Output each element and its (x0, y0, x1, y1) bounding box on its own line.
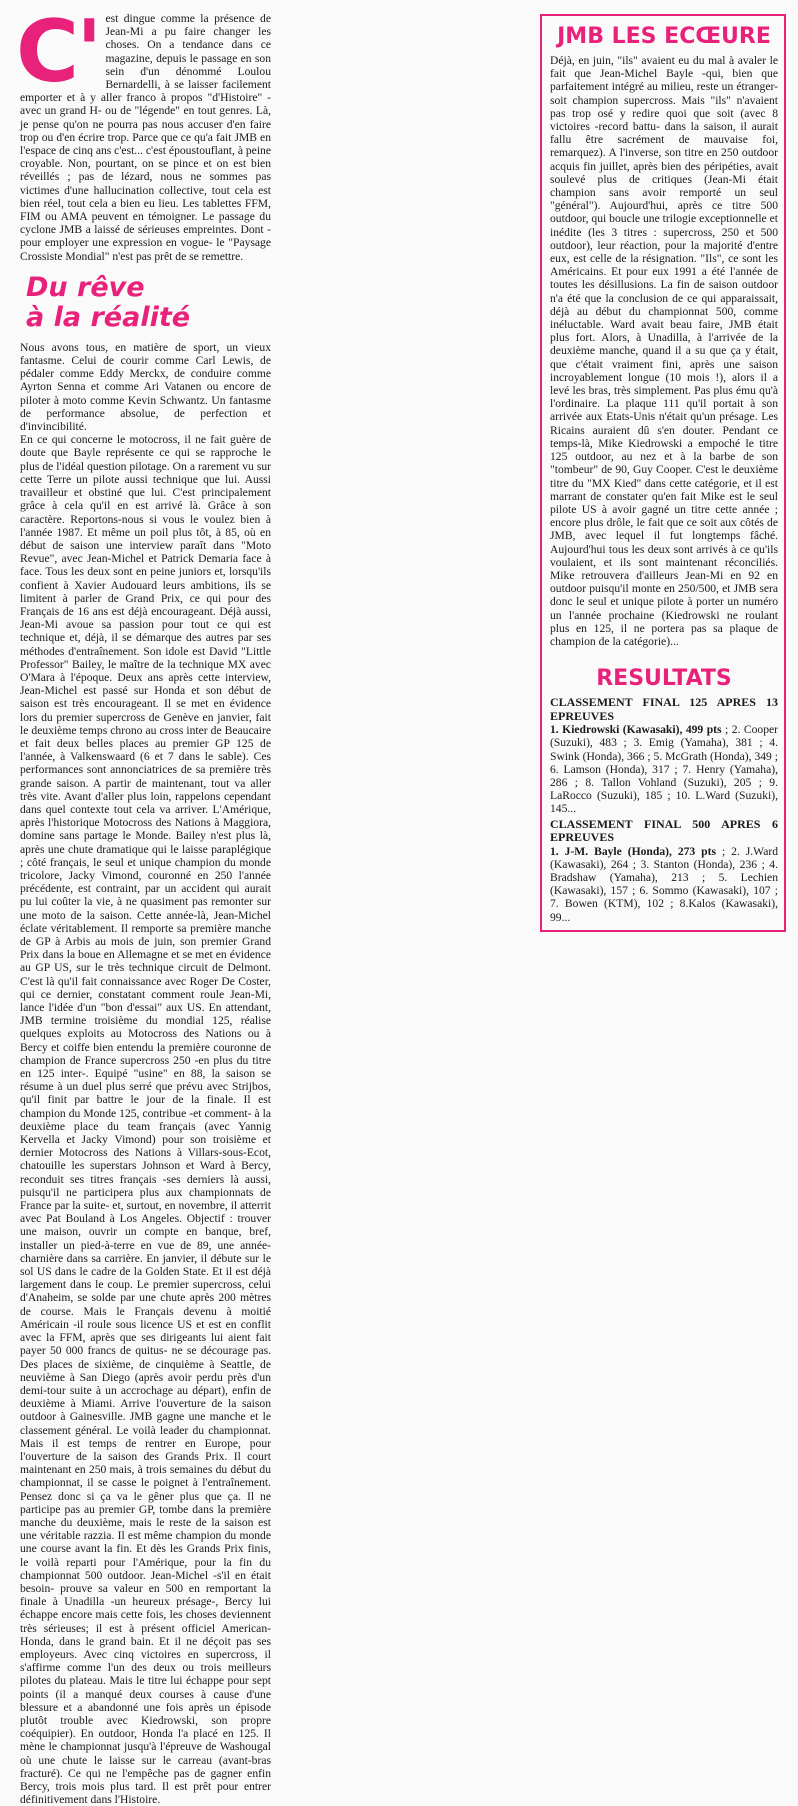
body-paragraph-2: En ce qui concerne le motocross, il ne fait guère de doute que Bayle représente ce qui se rapproche le plus de l'idéal question pilotage. On a rarement vu sur cette Terre un pilote aussi technique que lui. Aussi travailleur et obstiné que lui. C'est principalement grâce à cela qu'il en est arrivé là. Grâce à son caractère. Reportons-nous si vous le voulez bien à l'année 1987. Et même un poil plus tôt, à 85, où en début de saison une interview paraît dans "Moto Revue", avec Jean-Michel et Patrick Demaria face à face. Tous les deux sont en peine juniors et, lorsqu'ils confient à Xavier Audouard leurs ambitions, ils se limitent à parler de Grand Prix, ce qui pour des Français de 16 ans est déjà encourageant. Déjà aussi, Jean-Mi avoue sa passion pour tout ce qui est technique et, déjà, il se démarque des autres par ses méthodes d'entraînement. Son idole est David "Little Professor" Bailey, le maître de la technique MX avec O'Mara à l'époque. Deux ans après cette interview, Jean-Michel est passé sur Honda et son début de saison est très encourageant. Il se met en évidence lors du premier supercross de Genève en janvier, fait le deuxième temps chrono au cross inter de Beaucaire et fait deux belles places au premier GP 125 de l'année, à Valkenswaard (6 et 7 dans le sable). Ces performances sont annonciatrices de sa première très grande saison. A partir de maintenant, tout va aller très vite. Avant d'aller plus loin, rappelons cependant dans quel contexte tout cela va arriver. L'Amérique, après l'historique Motocross des Nations à Maggiora, domine sans partage le Monde. Bailey n'est plus là, après une chute dramatique qui le laisse paraplégique ; côté français, le seul et unique champion du monde tricolore, Jacky Vimond, couronné en 250 l'année précédente, est contraint, par un accident qui aurait pu lui coûter la vie, à ne quasiment pas remonter sur une moto de la saison. Cette année-là, Jean-Michel éclate véritablement. Il remporte sa première manche de GP à Arbis au mois de juin, son premier Grand Prix dans la boue en Allemagne et se met en évidence au GP US, sur le très technique circuit de Delmont. C'est là qu'il fait connaissance avec Roger De Coster, qui ce dernier, constatant comment roule Jean-Mi, lance l'idée d'un "bon d'essai" aux US. En attendant, JMB termine troisième du mondial 125, réalise quelques exploits au Motocross des Nations ou à Bercy et coiffe bien entendu la première couronne de champion de France supercross 250 -en plus du titre en 125 inter-. Equipé "usine" en 88, la saison se résume à un duel plus serré que prévu avec Strijbos, qu'il finit par battre le jour de la finale. Il est champion du Monde 125, contribue -et comment- à la deuxième place du team français (avec Yannig Kervella et Jacky Vimond) pour son troisième et dernier Motocross des Nations à Villars-sous-Ecot, chatouille les superstars Johnson et Ward à Bercy, reconduit ses titres français -ses derniers là aussi, puisqu'il ne participera plus aux championnats de France par la suite- et, surtout, en novembre, il atterrit avec Pat Bouland à Los Angeles. Objectif : trouver une maison, ouvrir un compte en banque, bref, installer un pied-à-terre en vue de 89, une année-charnière dans sa carrière. En janvier, il débute sur le sol US dans le cadre de la Golden State. Et il est déjà largement dans le coup. Le premier supercross, celui d'Anaheim, se solde par une chute après 200 mètres de course. Mais le Français devenu à moitié Américain -il roule sous licence US et est en conflit avec la FFM, après que ses dirigeants lui aient fait payer 50 000 francs de quitus- ne se décourage pas. Des places de sixième, de cinquième à Seattle, de neuvième à San Diego (après avoir perdu près d'un demi-tour suite à un accrochage au départ), enfin de deuxième à Miami. Arrive l'ouverture de la saison outdoor à Gainesville. JMB gagne une manche et le classement général. Le voilà leader du championnat. Mais il est temps de rentrer en Europe, pour l'ouverture de la saison des Grands Prix. Il court maintenant en 250 mais, à trois semaines du début du championnat, il se casse le poignet à l'entraînement. Pensez donc si ça va le gêner plus que ça. Il ne participe pas au premier GP, tombe dans la première manche du deuxième, mais le reste de la saison est une véritable razzia. Il est même champion du monde une course avant la fin. Et dès les Grands Prix finis, le voilà reparti pour l'Amérique, pour la fin du championnat 500 outdoor. Jean-Michel -s'il en était besoin- prouve sa valeur en 500 en remportant la finale à Unadilla -un heureux présage-, Bercy lui échappe encore mais cette fois, les choses deviennent très sérieuses; il est à présent officiel American-Honda, dans le grand bain. Et il ne déçoit pas ses employeurs. Avec cinq victoires en supercross, il s'affirme comme l'un des deux ou trois meilleurs pilotes du plateau. Mais le titre lui échappe pour sept points (il a manqué deux courses à cause d'une blessure et a abandonné une fois après un épisode plutôt trouble avec Kiedrowski, son propre coéquipier). En outdoor, Honda l'a placé en 125. Il mène le championnat jusqu'à l'épreuve de Washougal où une chute le laisse sur le carreau (avant-bras fracturé). Ce qui ne l'empêche pas de gagner enfin Bercy, trois mois plus tard. Il est prêt pour entrer définitivement dans l'Histoire. (20, 433, 271, 1806)
results-125-heading: CLASSEMENT FINAL 125 APRES 13 EPREUVES (550, 695, 778, 723)
results-125-rest: ; 2. Cooper (Suzuki), 483 ; 3. Emig (Yamaha), 381 ; 4. Swink (Honda), 366 ; 5. McGrath (Honda), 349 ; 6. Lamson (Honda), 317 ; 7. Henry (Yamaha), 286 ; 8. Tallon Vohland (Suzuki), 205 ; 9. LaRocco (Suzuki), 185 ; 10. L.Ward (Suzuki), 145... (550, 723, 778, 816)
results-125-list (550, 723, 778, 815)
sidebar-body: Déjà, en juin, "ils" avaient eu du mal à avaler le fait que Jean-Michel Bayle -qui, bien que parfaitement intégré au milieu, reste un étranger- soit champion supercross. Mais "ils" n'avaient pas trop osé y redire quoi que soit (avec 8 victoires -record battu- dans la saison, il aurait fallu être sacrément de mauvaise foi, remarquez). A l'inverse, son titre en 250 outdoor acquis fin juillet, après bien des péripéties, avait soulevé plus de critiques (Jean-Mi était champion sans avoir remporté un seul "général"). Aujourd'hui, après ce titre 500 outdoor, qui boucle une trilogie exceptionnelle et inédite (les 3 titres : supercross, 250 et 500 outdoor), leur réaction, pour la majorité d'entre eux, est celle de la résignation. "Ils", ce sont les Américains. Et pour eux 1991 a été l'année de toutes les désillusions. La fin de saison outdoor n'a été que la conclusion de ce qui apparaissait, déjà au début du championnat 500, comme inéluctable. Ward avait beau faire, JMB était plus fort. Alors, à Unadilla, à l'arrivée de la deuxième manche, quand il a su que ça y était, que c'était vraiment fini, après une saison incroyablement longue (10 mois !), alors il a levé les bras, très simplement. Pas plus ému qu'à l'ordinaire. La plaque 111 qu'il portait à son arrivée aux Etats-Unis n'était qu'un présage. Les Ricains auraient dû s'en douter. Pendant ce temps-là, Mike Kiedrowski a empoché le titre 125 outdoor, au nez et à la barbe de son "tombeur" de 90, Guy Cooper. C'est le deuxième titre du "MX Kied" dans cette catégorie, et il est marrant de constater qu'en fait Mike est le seul pilote US à avoir gagné un titre cette année ; encore plus drôle, le fait que ce soit aux côtés de JMB, avec lequel il fut longtemps fâché. Aujourd'hui tous les deux sont arrivés à ce qu'ils voulaient, et ils sont maintenant réconciliés. Mike retrouvera d'ailleurs Jean-Mi en 92 en outdoor puisqu'il monte en 250/500, et JMB sera donc le seul et unique pilote à porter un numéro un l'année prochaine (Kiedrowski ne roulant plus en 125, il ne portera pas sa plaque de champion de la catégorie)... (550, 54, 778, 648)
results-500-heading: CLASSEMENT FINAL 500 APRES 6 EPREUVES (550, 816, 778, 845)
results-125-winner: 1. Kiedrowski (Kawasaki), 499 pts (550, 723, 722, 737)
body-paragraph-1: Nous avons tous, en matière de sport, un vieux fantasme. Celui de courir comme Carl Lewis, de pédaler comme Eddy Merckx, de conduire comme Ayrton Senna et comme Ari Vatanen ou encore de piloter à moto comme Kevin Schwantz. Un fantasme de performance absolue, de perfection et d'invincibilité. (20, 340, 271, 434)
results-500-winner: 1. J-M. Bayle (Honda), 273 pts (550, 844, 716, 858)
column-3 (540, 6, 786, 1081)
heading-du-reve: Du rêve à la réalité (26, 271, 191, 333)
intro-paragraph: est dingue comme la présence de Jean-Mi a pu faire changer les choses. On a tendance dans ce magazine, depuis le passage en son sein d'un dénommé Loulou Bernardelli, à se laisser facilement emporter et à y aller franco à propos "d'Histoire" -avec un grand H- ou de "légende" en tout genres. Là, je pense qu'on ne pourra pas nous accuser d'en faire trop ou d'en écrire trop. Parce que ce qu'a fait JMB en l'espace de cinq ans c'est... c'est époustouflant, à peine croyable. Non, pourtant, on se pince et on est bien réveillés ; pas de lézard, nous ne sommes pas victimes d'une hallucination collective, tout cela est bien réel, tout cela a bien eu lieu. Les tablettes FFM, FIM ou AMA peuvent en témoigner. Le passage du cyclone JMB a laissé de sérieuses empreintes. Dont -pour employer une expression en vogue- le "Paysage Crossiste Mondial" n'est pas prêt de se remettre. (20, 12, 271, 263)
results-title: RESULTATS (596, 666, 732, 692)
results-500-list (550, 845, 778, 924)
results-500-rest: ; 2. J.Ward (Kawasaki), 264 ; 3. Stanton (Honda), 236 ; 4. Bradshaw (Yamaha), 213 ; 5. Lechien (Kawasaki), 157 ; 6. Sommo (Kawasaki), 107 ; 7. Bowen (KTM), 102 ; 8.Kalos (Kawasaki), 99... (550, 844, 779, 924)
column-2 (283, 6, 529, 1081)
column-1 (16, 2, 271, 1806)
drop-cap: C' (16, 2, 100, 102)
sidebar-box (540, 14, 786, 932)
sidebar-title: JMB LES ECŒURE (557, 24, 771, 49)
